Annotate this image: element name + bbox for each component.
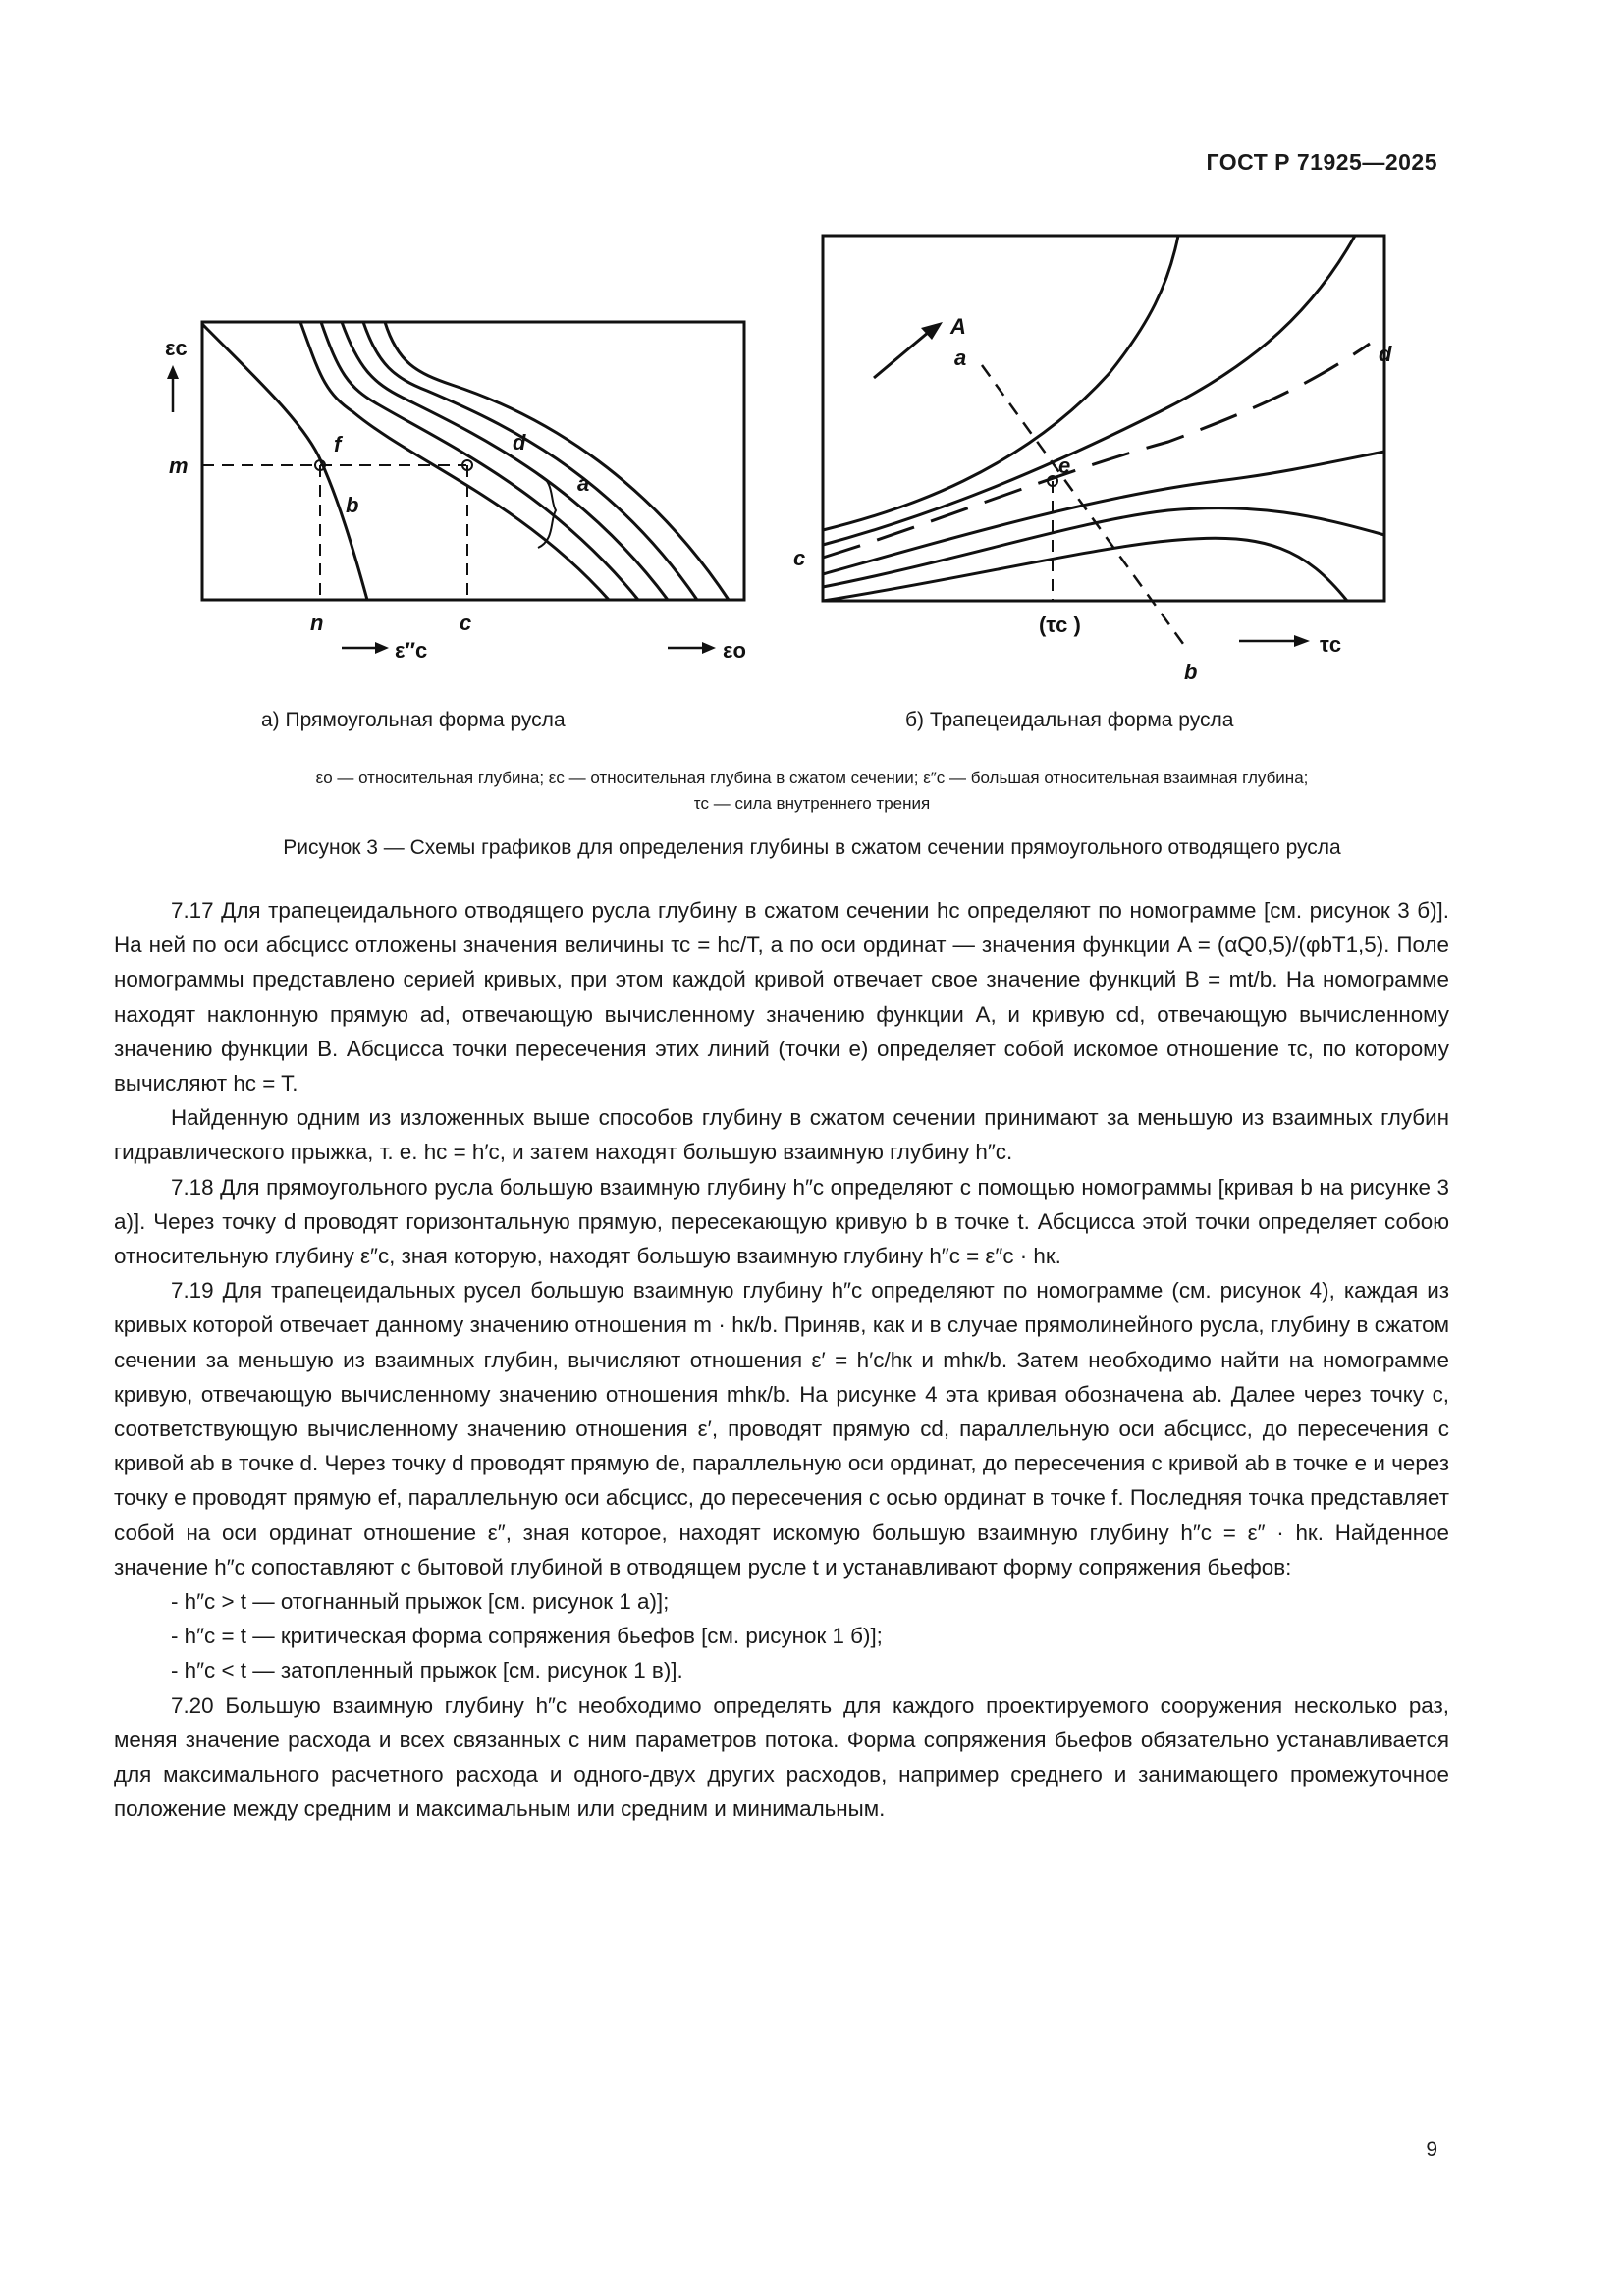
figure-a-rectangular xyxy=(157,314,766,687)
label-eps-c: εc xyxy=(165,336,188,360)
figure-a-chart xyxy=(157,314,766,687)
curve-b-2 xyxy=(823,236,1355,545)
curve-a-3 xyxy=(342,322,668,600)
paragraph-7-17: 7.17 Для трапецеидального отводящего русла глубину в сжатом сечении hc определяют по номограмме [см. рисунок 3 б)]. На ней по оси абсцисс отложены значения величины τc = hc/T, а по оси ординат — значения функции A = (αQ0,5)/(φbT1,5). Поле номограммы представлено серией кривых, при этом каждой кривой отвечает свое значение функций B = mt/b. На номограмме находят наклонную прямую ad, отвечающую вычисленному значению функции A, и кривую cd, отвечающую вычисленному значению функции B. Абсцисса точки пересечения этих линий (точки e) определяет собой искомое отношение τc, по которому вычисляют hc = T. xyxy=(114,898,1449,1096)
label-a: a xyxy=(954,346,967,370)
figure-b-chart xyxy=(785,226,1414,697)
label-eps-o: εo xyxy=(723,638,746,663)
paragraph-found-depth: Найденную одним из изложенных выше способов глубину в сжатом сечении принимают за меньшую из взаимных глубин гидравлического прыжка, т. е. hc = h′c, и затем находят большую взаимную глубину h″c. xyxy=(114,1105,1449,1165)
page-number: 9 xyxy=(1426,2138,1437,2161)
curve-b-4 xyxy=(823,452,1384,574)
legend-line-1: εo — относительная глубина; εc — относительная глубина в сжатом сечении; ε″c — большая относительная взаимная глубина; xyxy=(315,769,1309,787)
label-tau-c: τc xyxy=(1320,632,1342,657)
figure-legend xyxy=(128,766,1496,817)
label-e: e xyxy=(1058,454,1071,478)
curve-a-1 xyxy=(300,322,609,600)
curve-b xyxy=(202,324,367,600)
list-item: - h″c = t — критическая форма сопряжения бьефов [см. рисунок 1 б)]; xyxy=(171,1624,883,1649)
list-item: - h″c > t — отогнанный прыжок [см. рисунок 1 а)]; xyxy=(171,1589,670,1615)
figure-a-frame xyxy=(202,322,744,600)
label-d: d xyxy=(513,430,526,454)
label-c: c xyxy=(460,611,472,635)
body-text xyxy=(114,893,1449,1826)
label-A: A xyxy=(950,314,966,339)
figure-b-trapezoidal xyxy=(785,226,1414,697)
curve-a-4 xyxy=(363,322,697,600)
paragraph-7-18: 7.18 Для прямоугольного русла большую взаимную глубину h″c определяют с помощью номограммы [кривая b на рисунке 3 а)]. Через точку d проводят горизонтальную прямую, пересекающую кривую b в точке t. Абсцисса этой точки определяет собою относительную глубину ε″c, зная которую, находят большую взаимную глубину h″c = ε″c · hк. xyxy=(114,1174,1449,1269)
label-n: n xyxy=(310,611,324,635)
list-item: - h″c < t — затопленный прыжок [см. рисунок 1 в)]. xyxy=(171,1658,683,1683)
figure-b-frame xyxy=(823,236,1384,601)
document-header: ГОСТ Р 71925—2025 xyxy=(1206,149,1437,175)
curve-b-top xyxy=(823,236,1178,530)
curve-a-2 xyxy=(321,322,638,600)
label-f: f xyxy=(334,432,342,456)
label-c: c xyxy=(793,546,806,570)
curve-a-5 xyxy=(385,322,729,600)
label-m: m xyxy=(169,454,189,478)
figure-title: Рисунок 3 — Схемы графиков для определения глубины в сжатом сечении прямоугольного отводящего русла xyxy=(283,836,1341,859)
line-ab-dashed xyxy=(982,365,1186,648)
label-b: b xyxy=(1184,660,1198,684)
label-a: a xyxy=(577,471,590,496)
figure-b-caption: б) Трапецеидальная форма русла xyxy=(905,709,1234,731)
paragraph-7-19: 7.19 Для трапецеидальных русел большую взаимную глубину h″c определяют по номограмме (см. рисунок 4), каждая из кривых которой отвечает данному значению отношения m · hк/b. Приняв, как и в случае прямолинейного русла, глубину в сжатом сечении за меньшую из взаимных глубин, вычисляют отношения ε′ = h′c/hк и mhк/b. Затем необходимо найти на номограмме кривую, отвечающую вычисленному значению отношения mhк/b. На рисунке 4 эта кривая обозначена ab. Далее через точку c, соответствующую вычисленному значению отношения ε′, проводят прямую cd, параллельную оси абсцисс, до пересечения с кривой ab в точке d. Через точку d проводят прямую de, параллельную оси ординат, до пересечения с кривой ab в точке e и через точку e проводят прямую ef, параллельную оси абсцисс, до пересечения с осью ординат в точке f. Последняя точка представляет собой на оси ординат отношение ε″, зная которое, находят искомую большую взаимную глубину h″c = ε″ · hк. Найденное значение h″c сопоставляют с бытовой глубиной в отводящем русле t и устанавливают форму сопряжения бьефов: xyxy=(114,1278,1449,1579)
label-d: d xyxy=(1379,342,1392,366)
label-tau-c-paren: (τc ) xyxy=(1039,613,1081,637)
paragraph-7-20: 7.20 Большую взаимную глубину h″c необходимо определять для каждого проектируемого сооружения несколько раз, меняя значение расхода и всех связанных с ним параметров потока. Форма сопряжения бьефов обязательно устанавливается для максимального расчетного расхода и одного-двух других расходов, например среднего и занимающего промежуточное положение между средним и максимальным или средним и минимальным. xyxy=(114,1692,1449,1822)
label-eps-c2: ε″c xyxy=(395,638,428,663)
legend-line-2: τc — сила внутреннего трения xyxy=(693,794,931,813)
label-b: b xyxy=(346,493,359,517)
figure-a-caption: а) Прямоугольная форма русла xyxy=(261,709,566,731)
